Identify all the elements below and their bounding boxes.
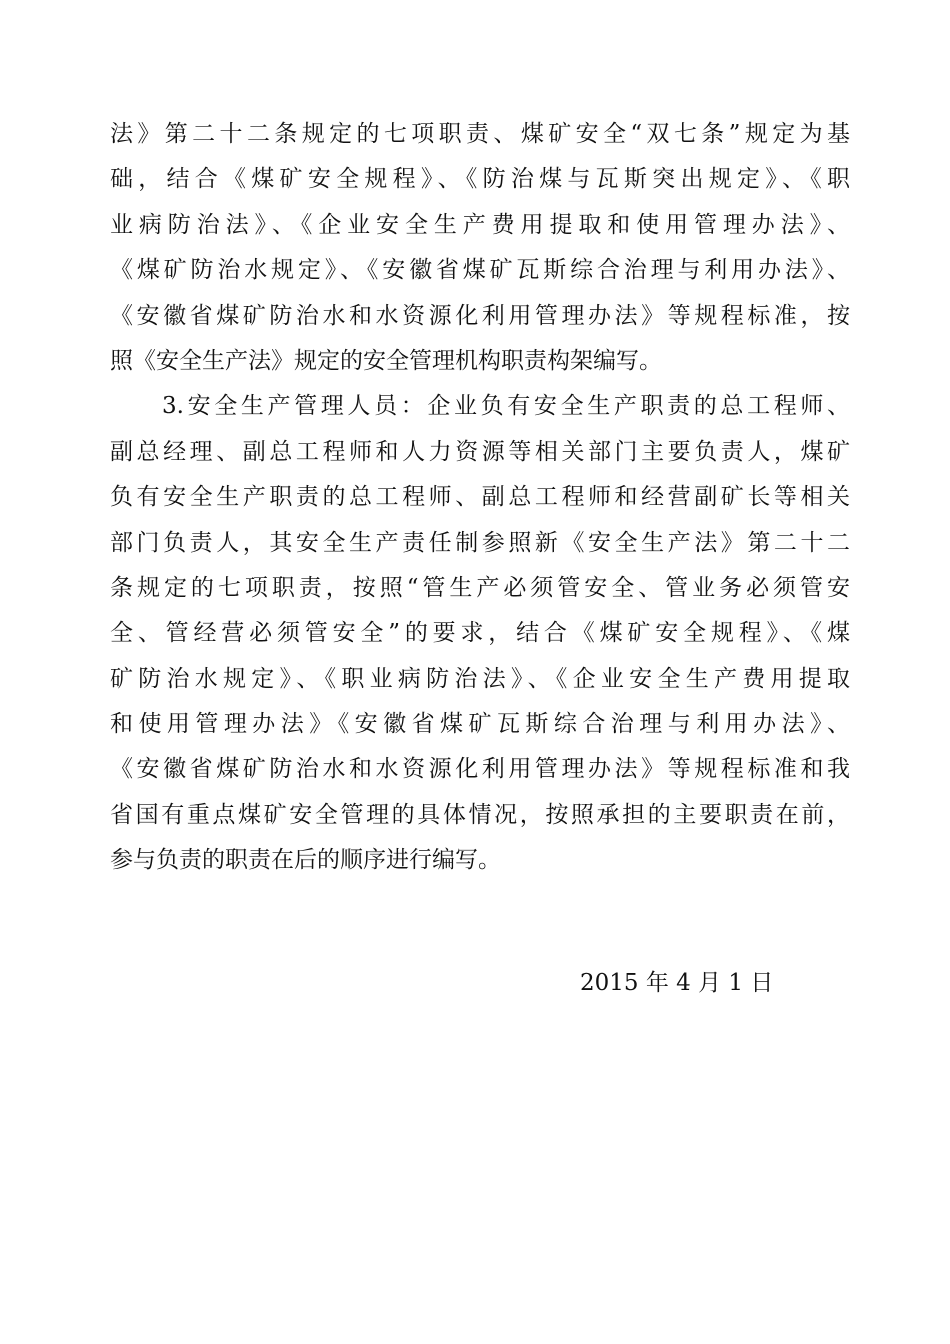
text-line: 《安徽省煤矿防治水和水资源化利用管理办法》等规程标准，按 (110, 302, 850, 329)
text-line: 负有安全生产职责的总工程师、副总工程师和经营副矿长等相关 (110, 484, 850, 511)
text-line: 《安徽省煤矿防治水和水资源化利用管理办法》等规程标准和我 (110, 756, 850, 783)
text-line: 副总经理、副总工程师和人力资源等相关部门主要负责人，煤矿 (110, 438, 850, 465)
text-line: 3.安全生产管理人员：企业负有安全生产职责的总工程师、 (162, 393, 850, 420)
document-body (110, 112, 850, 884)
text-line: 条规定的七项职责，按照“管生产必须管安全、管业务必须管安 (110, 574, 850, 601)
text-line: 参与负责的职责在后的顺序进行编写。 (110, 847, 501, 874)
text-line: 和使用管理办法》《安徽省煤矿瓦斯综合治理与利用办法》、 (110, 711, 850, 738)
text-line: 《煤矿防治水规定》、《安徽省煤矿瓦斯综合治理与利用办法》、 (110, 257, 850, 284)
text-line: 法》第二十二条规定的七项职责、煤矿安全“双七条”规定为基 (110, 121, 850, 147)
text-line: 省国有重点煤矿安全管理的具体情况，按照承担的主要职责在前， (110, 801, 850, 828)
text-line: 照《安全生产法》规定的安全管理机构职责构架编写。 (110, 347, 662, 374)
text-line: 部门负责人，其安全生产责任制参照新《安全生产法》第二十二 (110, 529, 850, 556)
text-line: 矿防治水规定》、《职业病防治法》、《企业安全生产费用提取 (110, 665, 850, 692)
text-line: 础，结合《煤矿安全规程》、《防治煤与瓦斯突出规定》、《职 (110, 166, 850, 193)
document-date: 2015 年 4 月 1 日 (580, 970, 774, 996)
text-line: 全、管经营必须管安全”的要求，结合《煤矿安全规程》、《煤 (110, 620, 850, 647)
text-line: 业病防治法》、《企业安全生产费用提取和使用管理办法》、 (110, 211, 850, 238)
